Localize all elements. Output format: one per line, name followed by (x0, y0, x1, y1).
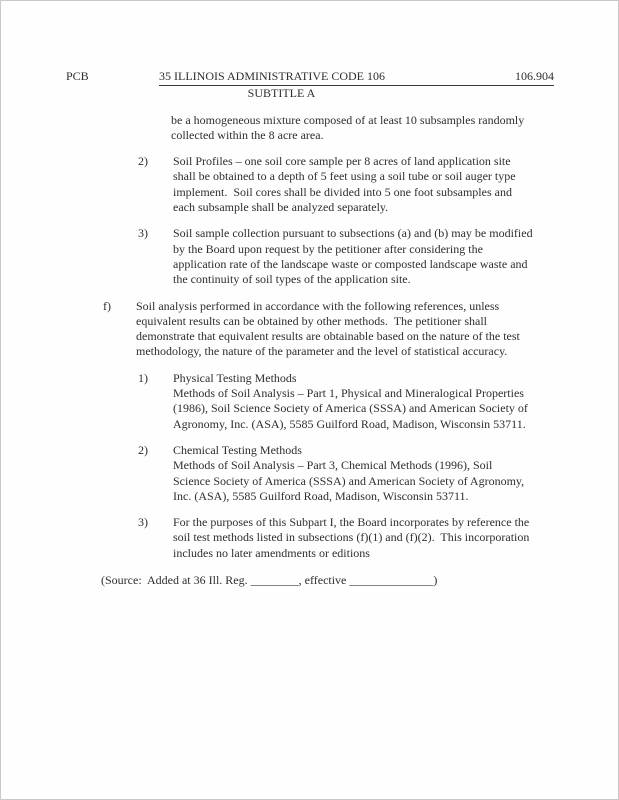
item-label: 1) (138, 370, 148, 385)
text-line: implement. Soil cores shall be divided into 5 one foot subsamples and (173, 184, 512, 199)
paragraph (103, 299, 554, 360)
item-label: 2) (138, 154, 148, 169)
item-label: 3) (138, 226, 148, 241)
paragraph (171, 113, 554, 144)
text-line: Soil sample collection pursuant to subsections (a) and (b) may be modified (173, 226, 533, 241)
text-line: includes no later amendments or editions (173, 545, 370, 560)
text-line: Methods of Soil Analysis – Part 1, Physical and Mineralogical Properties (173, 386, 524, 401)
text-line: Methods of Soil Analysis – Part 3, Chemical Methods (1996), Soil (173, 458, 493, 473)
item-label: 2) (138, 442, 148, 457)
source-line: (Source: Added at 36 Ill. Reg. ________, effective ______________) (101, 573, 438, 588)
text-line: Soil analysis performed in accordance with the following references, unless (136, 298, 500, 313)
text-line: equivalent results can be obtained by other methods. The petitioner shall (136, 313, 488, 328)
paragraph-text (173, 515, 529, 561)
text-line: shall be obtained to a depth of 5 feet using a soil tube or soil auger type (173, 169, 516, 184)
paragraph-text (173, 443, 524, 504)
document-body (66, 113, 554, 561)
paragraph (138, 154, 554, 215)
text-line: the continuity of soil types of the application site. (173, 272, 411, 287)
text-line: by the Board upon request by the petitioner after considering the (173, 241, 483, 256)
text-line: (1986), Soil Science Society of America (SSSA) and American Society of (173, 401, 528, 416)
code-title: 35 ILLINOIS ADMINISTRATIVE CODE 106 (159, 69, 385, 83)
text-line: collected within the 8 acre area. (171, 127, 324, 142)
paragraph (138, 226, 554, 287)
text-line: Inc. (ASA), 5585 Guilford Road, Madison, Wisconsin 53711. (173, 488, 469, 503)
paragraph (138, 515, 554, 561)
paragraph-text (173, 154, 516, 215)
section-number: 106.904 (515, 69, 554, 83)
text-line: Chemical Testing Methods (173, 442, 302, 457)
text-line: For the purposes of this Subpart I, the Board incorporates by reference the (173, 515, 530, 530)
subtitle: SUBTITLE A (247, 86, 316, 101)
paragraph-text (171, 113, 524, 144)
text-line: methodology, the nature of the parameter and the level of statistical accuracy. (136, 344, 508, 359)
text-line: Agronomy, Inc. (ASA), 5585 Guilford Road, Madison, Wisconsin 53711. (173, 416, 526, 431)
text-line: Soil Profiles – one soil core sample per 8 acres of land application site (173, 154, 511, 169)
item-label: f) (103, 298, 111, 313)
paragraph (138, 371, 554, 432)
text-line: demonstrate that equivalent results are obtainable based on the nature of the test (136, 329, 520, 344)
paragraph-text (173, 226, 533, 287)
item-label: 3) (138, 515, 148, 530)
text-line: Science Society of America (SSSA) and American Society of Agronomy, (173, 473, 525, 488)
text-line: Physical Testing Methods (173, 370, 297, 385)
paragraph-text (173, 371, 528, 432)
paragraph-text (136, 299, 520, 360)
text-line: each subsample shall be analyzed separately. (173, 200, 389, 215)
text-line: be a homogeneous mixture composed of at least 10 subsamples randomly (171, 112, 525, 127)
text-line: soil test methods listed in subsections (f)(1) and (f)(2). This incorporation (173, 530, 530, 545)
text-line: application rate of the landscape waste or composted landscape waste and (173, 256, 528, 271)
header-title-group (159, 69, 554, 86)
page-header (66, 69, 554, 86)
paragraph (138, 443, 554, 504)
header-left-label: PCB (66, 69, 89, 83)
